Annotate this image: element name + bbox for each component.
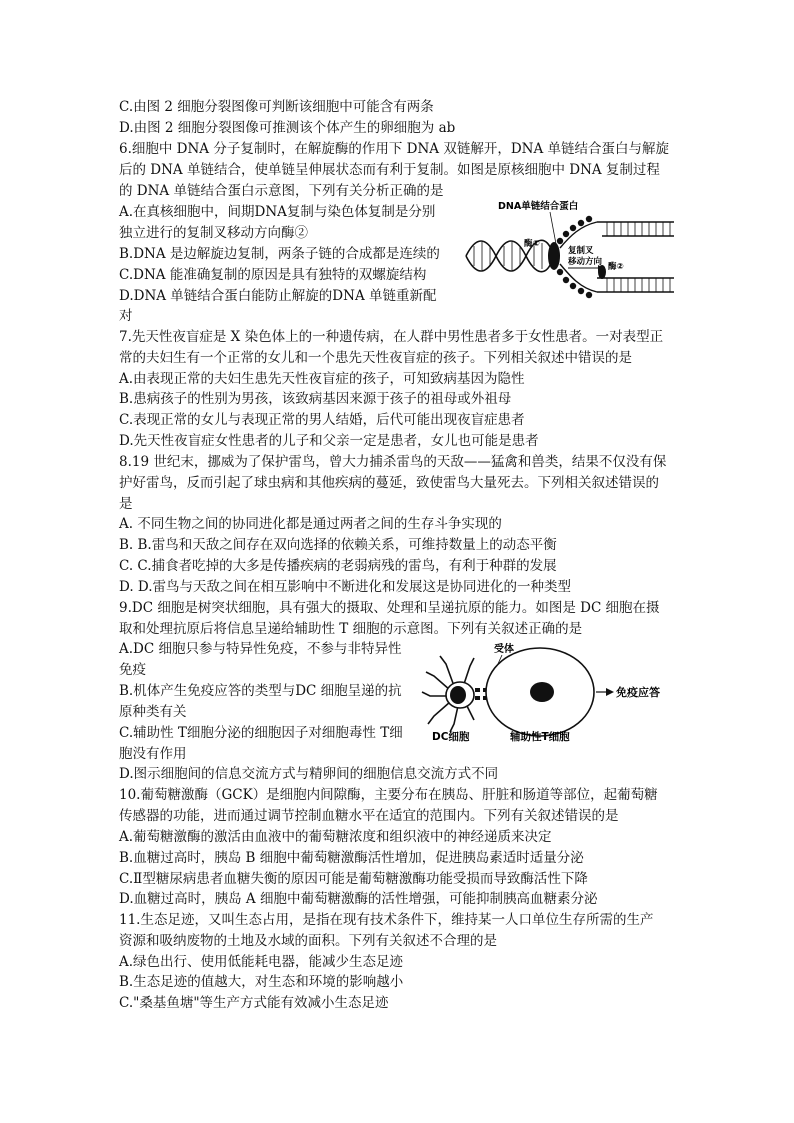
text-line: 6.细胞中 DNA 分子复制时，在解旋酶的作用下 DNA 双链解开，DNA 单链结合蛋白与解旋 [119, 141, 669, 157]
helper-t-cell-nucleus [530, 682, 554, 702]
ssb-pointer-line [550, 212, 556, 244]
text-line: C.DNA 能准确复制的原因是具有独特的双螺旋结构 [119, 267, 427, 283]
text-line: 7.先天性夜盲症是 X 染色体上的一种遗传病，在人群中男性患者多于女性患者。一对表型正 [119, 329, 664, 345]
text-line: 后的 DNA 单链结合，使单链呈伸展状态而有利于复制。如图是原核细胞中 DNA 复制过程 [119, 162, 660, 178]
text-line: A.葡萄糖激酶的激活由血液中的葡萄糖浓度和组织液中的神经递质来决定 [119, 829, 552, 845]
text-line: 9.DC 细胞是树突状细胞，具有强大的摄取、处理和呈递抗原的能力。如图是 DC 细胞在摄 [119, 600, 660, 616]
text-line: D.图示细胞间的信息交流方式与精卵间的细胞信息交流方式不同 [119, 766, 499, 782]
text-line: 免疫 [119, 662, 146, 678]
text-line: B.DNA 是边解旋边复制，两条子链的合成都是连续的 [119, 246, 440, 262]
text-line: B.机体产生免疫应答的类型与DC 细胞呈递的抗 [119, 683, 402, 699]
text-line: D.先天性夜盲症女性患者的儿子和父亲一定是患者，女儿也可能是患者 [119, 433, 539, 449]
enzyme-2-label: 酶② [608, 262, 624, 272]
helicase-enzyme-1 [548, 242, 560, 270]
text-line: B. B.雷鸟和天敌之间存在双向选择的依赖关系，可维持数量上的动态平衡 [119, 537, 557, 553]
text-line: 资源和吸纳废物的土地及水域的面积。下列有关叙述不合理的是 [119, 933, 497, 949]
text-line: C.由图 2 细胞分裂图像可判断该细胞中可能含有两条 [119, 99, 434, 115]
dc-cell-nucleus [450, 686, 466, 704]
text-line: B.患病孩子的性别为男孩，该致病基因来源于孩子的祖母或外祖母 [119, 391, 512, 407]
ssb-title-label: DNA单链结合蛋白 [498, 201, 579, 212]
text-line: D.由图 2 细胞分裂图像可推测该个体产生的卵细胞为 ab [119, 120, 456, 136]
text-line: A.绿色出行、使用低能耗电器，能减少生态足迹 [119, 954, 404, 970]
text-line: A.在真核细胞中，间期DNA复制与染色体复制是分别 [119, 204, 436, 220]
text-line: 取和处理抗原后将信息呈递给辅助性 T 细胞的示意图。下列有关叙述正确的是 [119, 621, 583, 637]
response-arrow-head [606, 688, 614, 696]
text-line: B.生态足迹的值越大，对生态和环境的影响越小 [119, 974, 404, 990]
lower-ladder-rungs [607, 278, 670, 292]
dna-replication-figure [462, 196, 678, 308]
text-line: 原种类有关 [119, 704, 187, 720]
text-line: 常的夫妇生有一个正常的女儿和一个患先天性夜盲症的孩子。下列相关叙述中错误的是 [119, 350, 632, 366]
text-line: A. 不同生物之间的协同进化都是通过两者之间的生存斗争实现的 [119, 516, 502, 532]
helper-t-cell-label: 辅助性T细胞 [510, 731, 570, 743]
text-line: 独立进行的复制叉移动方向酶② [119, 225, 308, 241]
enzyme-1-label: 酶① [524, 239, 540, 249]
text-line: C.Ⅱ型糖尿病患者血糖失衡的原因可能是葡萄糖激酶功能受损而导致酶活性下降 [119, 871, 588, 887]
text-line: A.DC 细胞只参与特异性免疫，不参与非特异性 [119, 641, 402, 657]
text-line: A.由表现正常的夫妇生患先天性夜盲症的孩子，可知致病基因为隐性 [119, 371, 525, 387]
text-line: 护好雷鸟，反而引起了球虫病和其他疾病的蔓延，致使雷鸟大量死去。下列相关叙述错误的 [119, 475, 659, 491]
dc-cell-label: DC细胞 [432, 731, 470, 743]
immune-response-label: 免疫应答 [616, 686, 660, 699]
text-line: C.辅助性 T细胞分泌的细胞因子对细胞毒性 T细 [119, 725, 403, 741]
ssb-beads-upper [557, 216, 592, 244]
text-line: D. D.雷鸟与天敌之间在相互影响中不断进化和发展这是协同进化的一种类型 [119, 579, 572, 595]
text-line: B.血糖过高时，胰岛 B 细胞中葡萄糖激酶活性增加，促进胰岛素适时适量分泌 [119, 850, 584, 866]
text-line: 的 DNA 单链结合蛋白示意图，下列有关分析正确的是 [119, 183, 444, 199]
antigen-receptor-contact [475, 688, 486, 700]
text-line: 是 [119, 496, 133, 512]
ssb-beads-lower [557, 269, 592, 298]
text-line: C."桑基鱼塘"等生产方式能有效减小生态足迹 [119, 995, 389, 1011]
text-line: D.血糖过高时，胰岛 A 细胞中葡萄糖激酶的活性增强，可能抑制胰高血糖素分泌 [119, 891, 598, 907]
dna-replication-diagram [462, 196, 678, 308]
text-line: C.表现正常的女儿与表现正常的男人结婚，后代可能出现夜盲症患者 [119, 412, 525, 428]
text-line: 11.生态足迹，又叫生态占用，是指在现有技术条件下，维持某一人口单位生存所需的生产 [119, 912, 654, 928]
dc-cell-figure [410, 640, 694, 744]
text-line: C. C.捕食者吃掉的大多是传播疾病的老弱病残的雷鸟，有利于种群的发展 [119, 558, 557, 574]
fork-label-line1: 复制叉 [568, 246, 594, 256]
fork-label-line2: 移动方向 [568, 257, 603, 267]
receptor-label: 受体 [494, 644, 514, 655]
text-line: 传感器的功能，进而通过调节控制血糖水平在适宜的范围内。下列有关叙述错误的是 [119, 808, 619, 824]
text-line: 胞没有作用 [119, 746, 187, 762]
dc-cell-diagram [410, 640, 694, 744]
text-line: 对 [119, 308, 133, 324]
text-line: 10.葡萄糖激酶（GCK）是细胞内间隙酶，主要分布在胰岛、肝脏和肠道等部位，起葡萄糖 [119, 787, 658, 803]
upper-ladder-rungs [607, 222, 670, 236]
text-line: 8.19 世纪末，挪威为了保护雷鸟，曾大力捕杀雷鸟的天敌——猛禽和兽类，结果不仅没有保 [119, 454, 667, 470]
text-line: D.DNA 单链结合蛋白能防止解旋的DNA 单链重新配 [119, 288, 437, 304]
